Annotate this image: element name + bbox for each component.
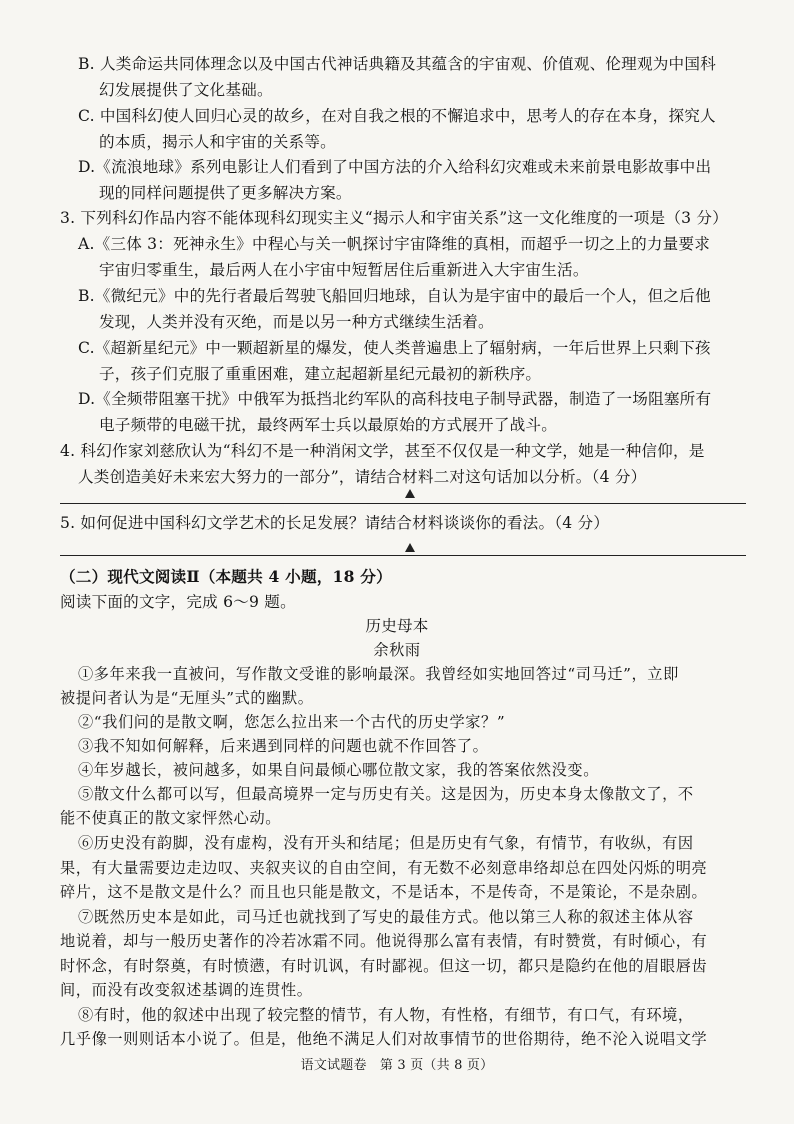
- section-instruction: 阅读下面的文字，完成 6～9 题。: [60, 593, 296, 611]
- q2-option-b-line1: B. 人类命运共同体理念以及中国古代神话典籍及其蕴含的宇宙观、价值观、伦理观为中国科: [78, 55, 716, 73]
- passage-line: ⑥历史没有韵脚，没有虚构，没有开头和结尾；但是历史有气象，有情节，有收纵，有因: [78, 834, 694, 852]
- passage-line: ⑤散文什么都可以写，但最高境界一定与历史有关。这是因为，历史本身太像散文了，不: [78, 785, 694, 803]
- q2-option-b-line2: 幻发展提供了文化基础。: [99, 81, 273, 99]
- passage-line: 时怀念，有时祭奠，有时愤懑，有时讥讽，有时鄙视。但这一切，都只是隐约在他的眉眼唇齿: [60, 957, 708, 975]
- q3-stem: 3. 下列科幻作品内容不能体现科幻现实主义“揭示人和宇宙关系”这一文化维度的一项是（3 分）: [60, 209, 729, 227]
- passage-line: ⑦既然历史本是如此，司马迁也就找到了写史的最佳方式。他以第三人称的叙述主体从容: [78, 908, 694, 926]
- passage-line: ①多年来我一直被问，写作散文受谁的影响最深。我曾经如实地回答过“司马迁”，立即: [78, 665, 679, 683]
- q5-line1: 5. 如何促进中国科幻文学艺术的长足发展？请结合材料谈谈你的看法。（4 分）: [60, 514, 610, 532]
- q4-line2: 人类创造美好未来宏大努力的一部分”，请结合材料二对这句话加以分析。（4 分）: [78, 468, 647, 486]
- passage-line: 几乎像一则则话本小说了。但是，他绝不满足人们对故事情节的世俗期待，绝不沦入说唱文学: [60, 1030, 708, 1048]
- q3-option-c-line2: 子，孩子们克服了重重困难，建立起超新星纪元最初的新秩序。: [99, 365, 542, 383]
- q3-option-b-line1: B.《微纪元》中的先行者最后驾驶飞船回归地球，自认为是宇宙中的最后一个人，但之后他: [78, 287, 711, 305]
- passage-line: 间，而没有改变叙述基调的连贯性。: [60, 981, 313, 999]
- q3-option-a-line1: A.《三体 3：死神永生》中程心与关一帆探讨宇宙降维的真相，而超乎一切之上的力量要求: [78, 235, 711, 253]
- answer-area-marker-q4: [405, 489, 415, 498]
- passage-line: ④年岁越长，被问越多，如果自问最倾心哪位散文家，我的答案依然没变。: [78, 761, 599, 779]
- passage-line: ⑧有时，他的叙述中出现了较完整的情节，有人物，有性格，有细节，有口气，有环境，: [78, 1006, 694, 1024]
- passage-line: 果，有大量需要边走边叹、夹叙夹议的自由空间，有无数不必刻意串络却总在四处闪烁的明亮: [60, 859, 708, 877]
- q2-option-c-line1: C. 中国科幻使人回归心灵的故乡，在对自我之根的不懈追求中，思考人的存在本身，探究人: [78, 107, 716, 125]
- answer-line-q5: [60, 555, 746, 556]
- q2-option-d-line1: D.《流浪地球》系列电影让人们看到了中国方法的介入给科幻灾难或未来前景电影故事中出: [78, 158, 712, 176]
- passage-line: 被提问者认为是“无厘头”式的幽默。: [60, 689, 314, 707]
- q3-option-d-line1: D.《全频带阻塞干扰》中俄军为抵挡北约军队的高科技电子制导武器，制造了一场阻塞所有: [78, 390, 712, 408]
- answer-area-marker-q5: [405, 543, 415, 552]
- q3-option-a-line2: 宇宙归零重生，最后两人在小宇宙中短暂居住后重新进入大宇宙生活。: [99, 261, 589, 279]
- page-footer: 语文试题卷 第 3 页（共 8 页）: [300, 1058, 494, 1073]
- q2-option-d-line2: 现的同样问题提供了更多解决方案。: [99, 184, 352, 202]
- passage-line: 能不使真正的散文家怦然心动。: [60, 809, 282, 827]
- passage-line: ②“我们问的是散文啊，您怎么拉出来一个古代的历史学家？”: [78, 713, 506, 731]
- section-heading: （二）现代文阅读Ⅱ（本题共 4 小题，18 分）: [60, 567, 392, 586]
- passage-line: 地说着，却与一般历史著作的冷若冰霜不同。他说得那么富有表情，有时赞赏，有时倾心，有: [60, 932, 708, 950]
- passage-line: ③我不知如何解释，后来遇到同样的问题也就不作回答了。: [78, 737, 489, 755]
- passage-line: 碎片，这不是散文是什么？而且也只能是散文，不是话本，不是传奇，不是策论，不是杂剧。: [60, 883, 708, 901]
- q4-line1: 4. 科幻作家刘慈欣认为“科幻不是一种消闲文学，甚至不仅仅是一种文学，她是一种信仰，是: [60, 442, 705, 460]
- q3-option-d-line2: 电子频带的电磁干扰，最终两军士兵以最原始的方式展开了战斗。: [99, 416, 558, 434]
- passage-author: 余秋雨: [373, 641, 421, 659]
- answer-line-q4: [60, 503, 746, 504]
- q2-option-c-line2: 的本质，揭示人和宇宙的关系等。: [99, 133, 336, 151]
- q3-option-b-line2: 发现，人类并没有灭绝，而是以另一种方式继续生活着。: [99, 313, 494, 331]
- passage-title: 历史母本: [365, 617, 429, 635]
- q3-option-c-line1: C.《超新星纪元》中一颗超新星的爆发，使人类普遍患上了辐射病，一年后世界上只剩下孩: [78, 339, 711, 357]
